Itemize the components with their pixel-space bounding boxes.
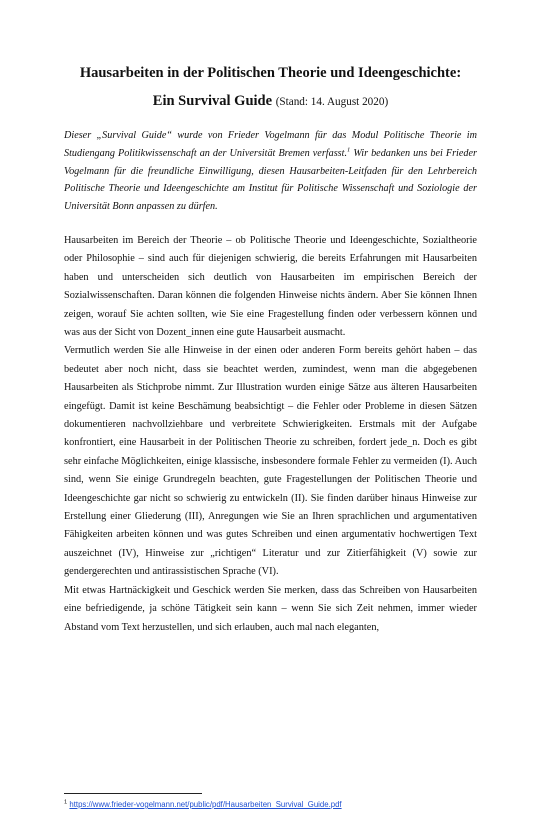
footnote-divider bbox=[64, 793, 202, 794]
subtitle-main: Ein Survival Guide bbox=[152, 93, 273, 109]
intro-text-part2: Wir bedanken uns bei Frieder Vogelmann für die freundliche Einwilligung, diesen Hausarbeiten-Leitfaden für den Lehrbereich Politische Theorie und Ideengeschichte am Institut für Politische Wissenschaft und Soziologie der Universität Bonn anpassen zu dürfen. bbox=[64, 147, 477, 213]
paragraph: Vermutlich werden Sie alle Hinweise in der einen oder anderen Form bereits gehört haben – das bedeutet aber noch nicht, dass sie beachtet werden, zumindest, wenn man die abgegebenen Hausarbeiten als Stichprobe nimmt. Zur Illustration wurden einige Sätze aus älteren Hausarbeiten eingefügt. Damit ist keine Beschämung beabsichtigt – die Fehler oder Probleme in diesen Sätzen dokumentieren nachvollziehbare und verbreitete Schwierigkeiten. Erstmals mit der Aufgabe konfrontiert, eine Hausarbeit in der Politischen Theorie zu schreiben, fordert jede_n. Doch es gibt sehr einfache Möglichkeiten, einige klassische, insbesondere formale Fehler zu vermeiden (I). Auch sind, wenn Sie einige Grundregeln beachten, gute Fragestellungen der Politischen Theorie und Ideengeschichte gar nicht so schwierig zu entwickeln (II). Sie finden darüber hinaus Hinweise zur Erstellung einer Gliederung (III), Anregungen wie Sie an Ihren sprachlichen und argumentativen Fähigkeiten arbeiten können und was gutes Schreiben und einen argumentativ hochwertigen Text auszeichnet (IV), Hinweise zur „richtigen“ Literatur und zur Zitierfähigkeit (V) sowie zur gendergerechten und antirassistischen Sprache (VI). bbox=[64, 345, 477, 578]
document-page bbox=[0, 64, 543, 832]
footnote-link[interactable]: https://www.frieder-vogelmann.net/public/pdf/Hausarbeiten_Survival_Guide.pdf bbox=[69, 800, 342, 809]
footnote bbox=[64, 800, 342, 810]
paragraph: Hausarbeiten im Bereich der Theorie – ob Politische Theorie und Ideengeschichte, Sozialtheorie oder Philosophie – sind auch für diejenigen schwierig, die bereits Erfahrungen mit Hausarbeiten haben und unterscheiden sich deutlich von Hausarbeiten im empirischen Bereich der Sozialwissenschaften. Daran können die folgenden Hinweise nichts ändern. Aber Sie können Ihnen zeigen, worauf Sie achten sollten, wie Sie eine Fragestellung finden oder verbessern können und was aus der Sicht von Dozent_innen eine gute Hausarbeit ausmacht. bbox=[64, 234, 477, 339]
document-title: Hausarbeiten in der Politischen Theorie und Ideengeschichte: bbox=[79, 65, 462, 81]
intro-paragraph bbox=[64, 127, 477, 216]
footnote-reference[interactable]: 1 bbox=[347, 146, 351, 154]
subtitle-date: (Stand: 14. August 2020) bbox=[275, 96, 389, 108]
document-subtitle bbox=[64, 92, 477, 111]
footnote-number: 1 bbox=[64, 799, 68, 806]
body-text bbox=[64, 232, 477, 637]
intro-text-part1: Dieser „Survival Guide“ wurde von Frieder Vogelmann für das Modul Politische Theorie im Studiengang Politikwissenschaft an der Universität Bremen verfasst. bbox=[64, 130, 477, 159]
paragraph: Mit etwas Hartnäckigkeit und Geschick werden Sie merken, dass das Schreiben von Hausarbeiten eine befriedigende, ja schöne Tätigkeit sein kann – wenn Sie sich Zeit nehmen, immer wieder Abstand vom Text herzustellen, und sich erlauben, auch mal nach eleganten, bbox=[64, 584, 477, 633]
